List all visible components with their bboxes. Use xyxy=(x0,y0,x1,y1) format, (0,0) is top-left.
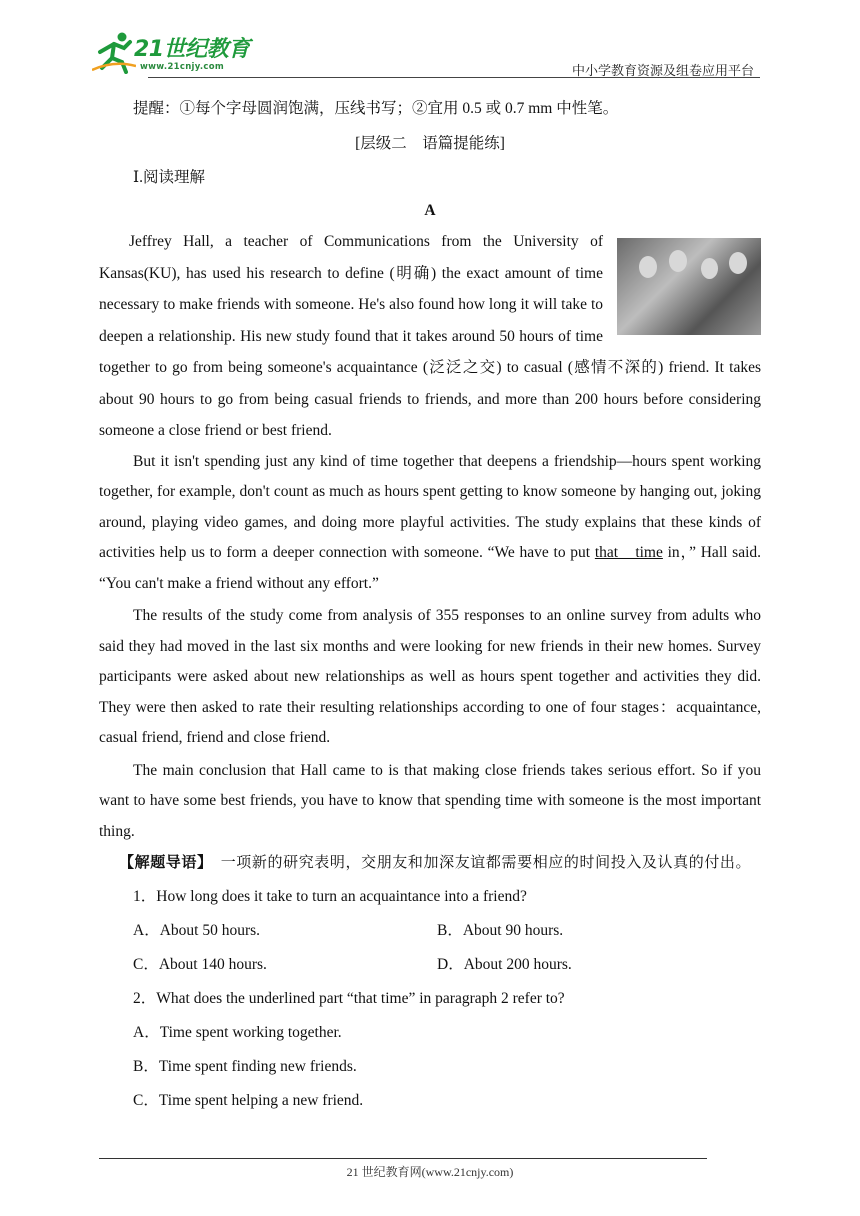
q1-option-d[interactable]: D．About 200 hours. xyxy=(437,955,572,973)
writing-tip: 提醒：①每个字母圆润饱满，压线书写；②宜用 0.5 或 0.7 mm 中性笔。 xyxy=(133,100,619,117)
platform-name: 中小学教育资源及组卷应用平台 xyxy=(571,63,754,78)
page-header xyxy=(0,0,860,80)
question-1-options-row-2 xyxy=(133,948,761,982)
section-title: Ⅰ.阅读理解 xyxy=(133,169,205,186)
question-1-options-row-1 xyxy=(133,914,761,948)
passage-paragraph-2 xyxy=(99,447,761,600)
question-2 xyxy=(99,982,761,1118)
friends-photo xyxy=(617,238,761,335)
paragraph-2-text-start: But it isn't spending just any kind of time together that deepens a friendship—hours spent working together, for example, don't count as much as hours spent getting to know someone by hanging out, joking around, playing video games, and doing more playful activities. The study explains that these kinds of activities help us to form a deeper connection with someone. “We have to put xyxy=(99,452,761,561)
question-1 xyxy=(99,880,761,982)
passage-label: A xyxy=(424,201,436,219)
underlined-that-time: that time xyxy=(594,544,663,561)
question-2-stem: 2．What does the underlined part “that time” in paragraph 2 refer to? xyxy=(133,989,565,1007)
level-title: [层级二 语篇提能练] xyxy=(355,134,505,152)
paragraph-2-text-end: in，” Hall said. “You can't make a friend without any effort.” xyxy=(99,544,762,592)
q1-option-c[interactable]: C．About 140 hours. xyxy=(133,955,267,973)
runner-icon xyxy=(92,30,136,74)
guide-text: 一项新的研究表明，交朋友和加深友谊都需要相应的时间投入及认真的付出。 xyxy=(205,853,752,871)
passage-paragraph-3: The results of the study come from analysis of 355 responses to an online survey from adults who said they had moved in the last six months and were looking for new friends in their new homes. Survey participants were asked about new relationships as well as hours spent together and activities they did. They were then asked to rate their resulting relationships according to one of four stages：acquaintance, casual friend, friend and close friend. xyxy=(99,607,761,746)
logo-url: www.21cnjy.com xyxy=(140,62,224,72)
site-logo xyxy=(92,30,262,80)
solution-guide xyxy=(99,847,761,878)
logo-text: 21世纪教育 xyxy=(134,37,250,62)
q1-option-a[interactable]: A．About 50 hours. xyxy=(133,921,261,939)
document-body xyxy=(99,94,761,1118)
q2-option-b[interactable]: B．Time spent finding new friends. xyxy=(133,1057,357,1075)
question-1-stem: 1．How long does it take to turn an acquaintance into a friend? xyxy=(133,887,527,905)
q1-option-b[interactable]: B．About 90 hours. xyxy=(437,921,564,939)
q2-option-a[interactable]: A．Time spent working together. xyxy=(133,1023,342,1041)
passage-paragraph-1: Jeffrey Hall, a teacher of Communications from the University of Kansas(KU), has used his research to define (明确) the exact amount of time necessary to make friends with someone. He's also found how long it will take to deepen a relationship. His new study found that it takes around 50 hours of time together to go from being someone's acquaintance (泛泛之交) to casual (感情不深的) friend. It takes about 90 hours to go from being casual friends to friends, and more than 200 hours before considering someone a close friend or best friend. xyxy=(99,233,761,439)
passage-paragraph-4: The main conclusion that Hall came to is that making close friends takes serious effort. So if you want to have some best friends, you have to know that spending time with someone is the most important thing. xyxy=(99,761,761,840)
header-divider xyxy=(148,77,760,78)
q2-option-c[interactable]: C．Time spent helping a new friend. xyxy=(133,1091,364,1109)
footer-divider xyxy=(99,1158,707,1159)
guide-label: 【解题导语】 xyxy=(119,853,206,871)
page-footer: 21 世纪教育网(www.21cnjy.com) xyxy=(346,1165,514,1179)
